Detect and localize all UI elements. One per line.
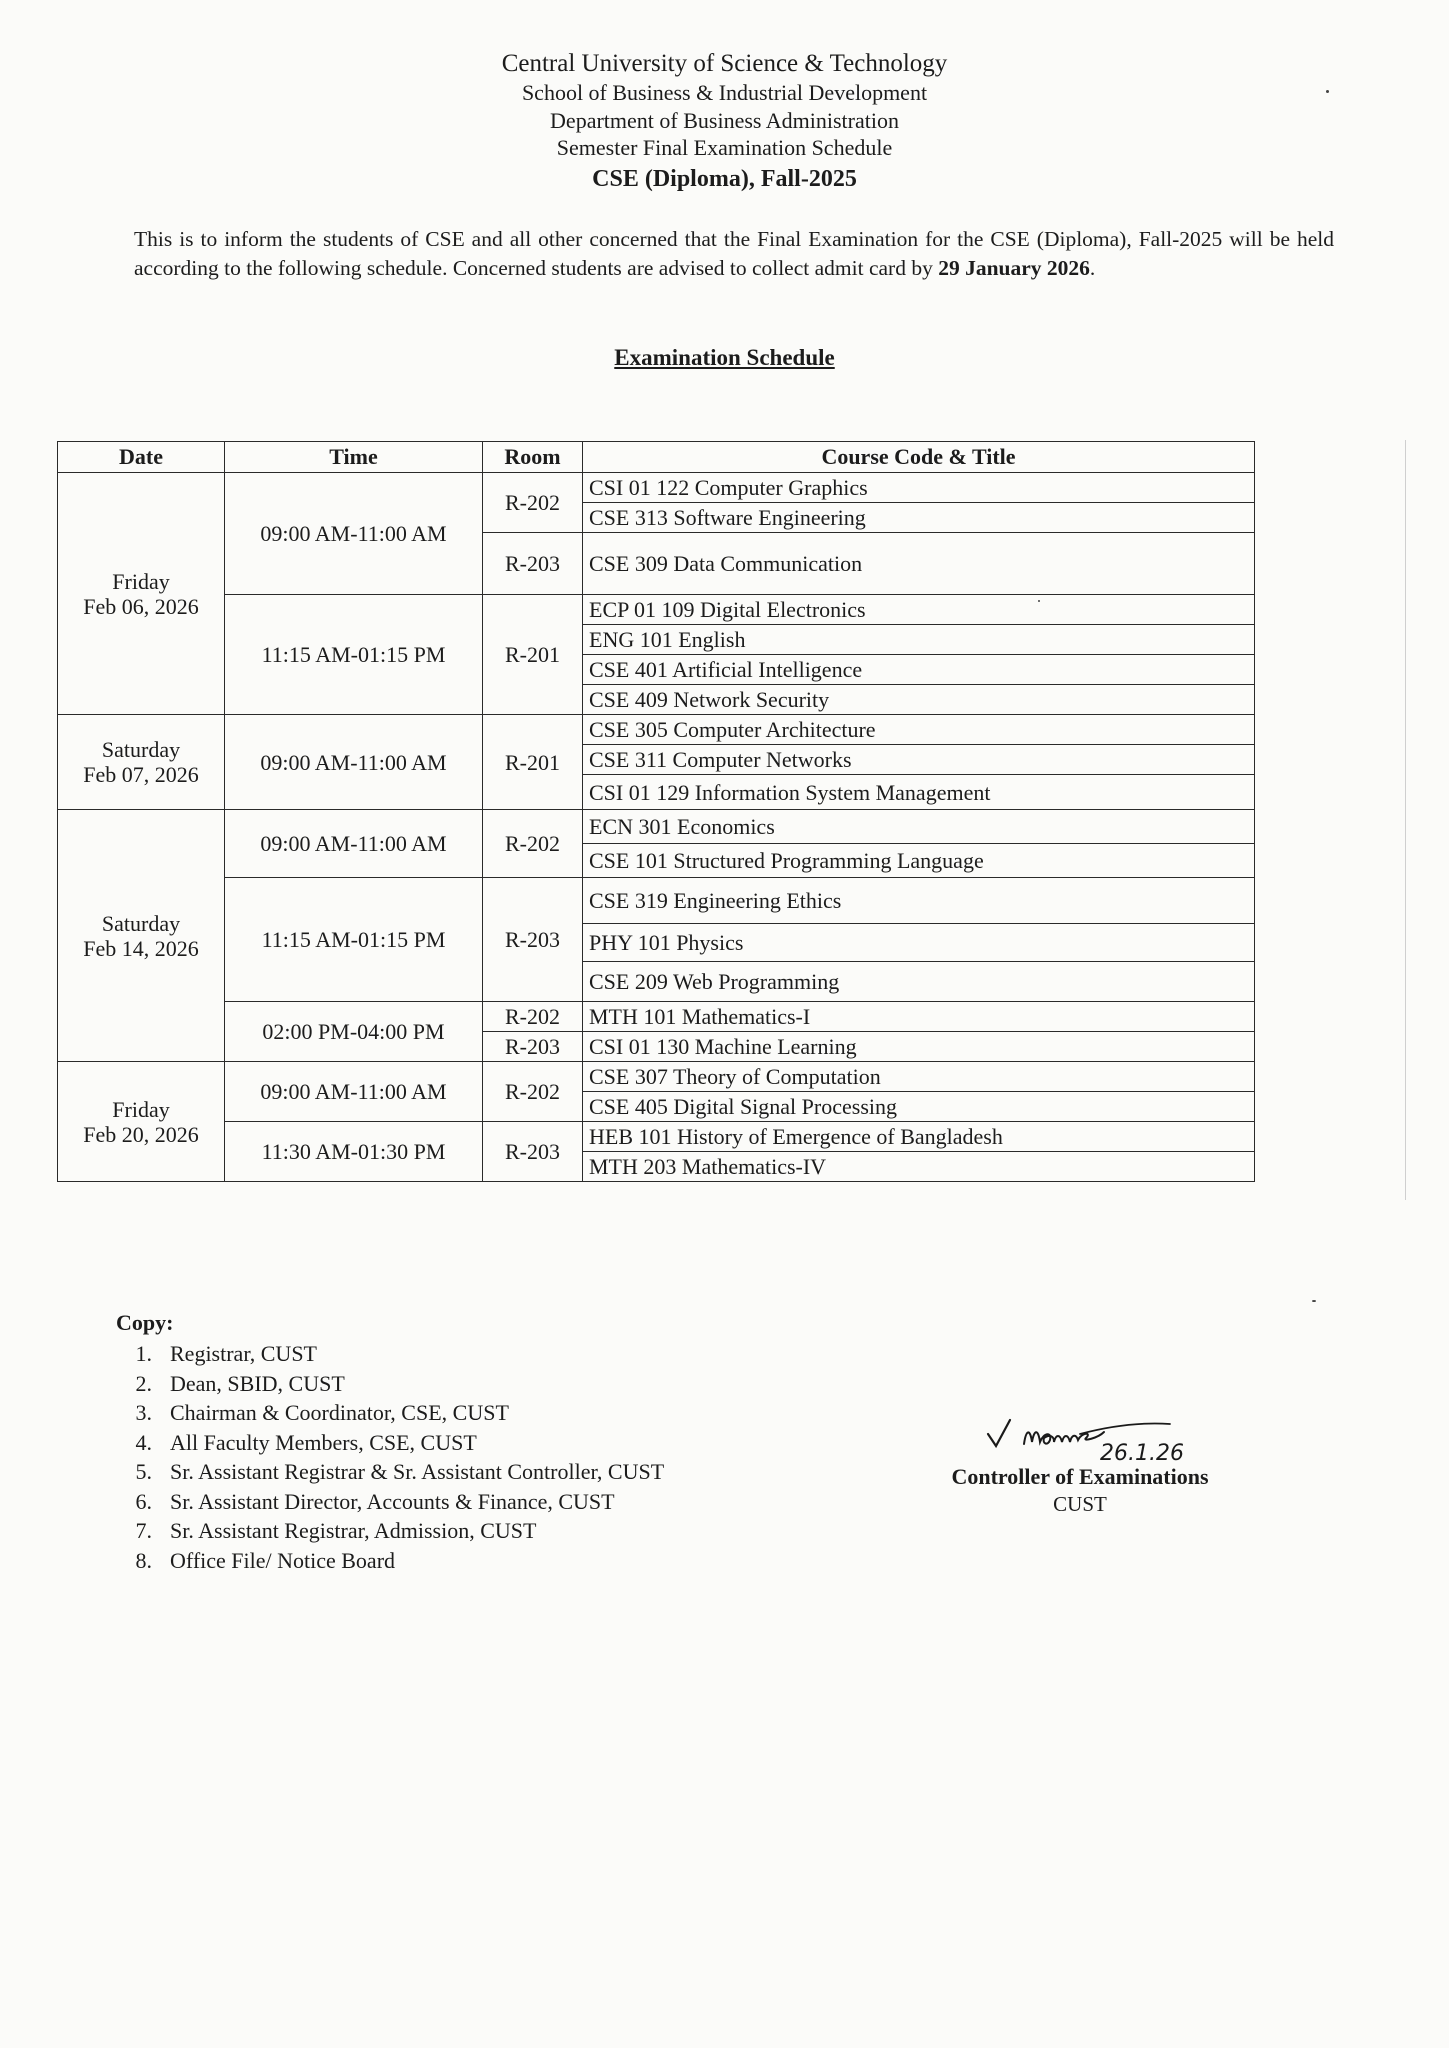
recipient: Dean, SBID, CUST <box>170 1370 345 1396</box>
scan-edge-line <box>1405 440 1406 1200</box>
course-cell: CSE 307 Theory of Computation <box>583 1062 1255 1092</box>
recipient: Office File/ Notice Board <box>170 1547 396 1573</box>
course-cell: CSE 409 Network Security <box>583 685 1255 715</box>
notice-type: Semester Final Examination Schedule <box>556 135 893 161</box>
course-cell: CSE 401 Artificial Intelligence <box>583 655 1255 685</box>
date-day: Saturday <box>101 737 181 762</box>
notice-header <box>0 48 1449 194</box>
course-cell: CSE 319 Engineering Ethics <box>583 878 1255 924</box>
intro-paragraph <box>134 225 1334 283</box>
signature-block <box>900 1410 1260 1518</box>
list-item <box>116 1428 664 1458</box>
table-row <box>58 878 1255 924</box>
room-cell: R-203 <box>483 878 583 1002</box>
list-item <box>116 1457 664 1487</box>
copy-to-list <box>116 1310 664 1575</box>
room-cell: R-203 <box>483 1032 583 1062</box>
room-cell: R-202 <box>483 810 583 878</box>
time-cell: 09:00 AM-11:00 AM <box>225 1062 483 1122</box>
table-row <box>58 595 1255 625</box>
room-cell: R-203 <box>483 533 583 595</box>
intro-end: . <box>1089 256 1096 280</box>
course-cell: CSE 313 Software Engineering <box>583 503 1255 533</box>
list-item <box>116 1516 664 1546</box>
date-value: Feb 14, 2026 <box>83 935 199 961</box>
room-cell: R-201 <box>483 595 583 715</box>
date-value: Feb 20, 2026 <box>83 1121 199 1147</box>
course-cell: CSE 405 Digital Signal Processing <box>583 1092 1255 1122</box>
program-title: CSE (Diploma), Fall-2025 <box>592 165 857 192</box>
recipient: Chairman & Coordinator, CSE, CUST <box>170 1400 509 1425</box>
table-row <box>58 1002 1255 1032</box>
date-cell <box>58 810 225 1062</box>
header-course: Course Code & Title <box>583 442 1255 473</box>
time-cell: 11:15 AM-01:15 PM <box>225 595 483 715</box>
school-name: School of Business & Industrial Development <box>521 80 928 106</box>
room-cell: R-202 <box>483 473 583 533</box>
recipient: Sr. Assistant Registrar & Sr. Assistant Controller, CUST <box>170 1459 665 1484</box>
list-number: 8. <box>135 1547 152 1573</box>
admit-card-deadline: 29 January 2026 <box>938 256 1090 280</box>
course-cell: CSE 305 Computer Architecture <box>583 715 1255 745</box>
table-row <box>58 473 1255 503</box>
list-item <box>116 1487 664 1517</box>
list-item <box>116 1546 664 1576</box>
recipient: Sr. Assistant Director, Accounts & Finance, CUST <box>170 1488 615 1514</box>
course-cell: HEB 101 History of Emergence of Bangladesh <box>583 1122 1255 1152</box>
date-cell <box>58 473 225 715</box>
date-cell <box>58 715 225 810</box>
date-value: Feb 07, 2026 <box>83 762 199 787</box>
list-item <box>116 1339 664 1369</box>
header-date: Date <box>58 442 225 473</box>
list-item <box>116 1398 664 1428</box>
course-cell: MTH 101 Mathematics-I <box>583 1002 1255 1032</box>
list-number: 7. <box>135 1518 152 1543</box>
time-cell: 02:00 PM-04:00 PM <box>225 1002 483 1062</box>
header-time: Time <box>225 442 483 473</box>
schedule-title: Examination Schedule <box>614 345 835 370</box>
date-day: Saturday <box>101 910 181 936</box>
course-cell: CSE 101 Structured Programming Language <box>583 844 1255 878</box>
room-cell: R-202 <box>483 1002 583 1032</box>
course-cell: ECN 301 Economics <box>583 810 1255 844</box>
list-item <box>116 1369 664 1399</box>
date-value: Feb 06, 2026 <box>83 593 199 619</box>
room-cell: R-203 <box>483 1122 583 1182</box>
department-name: Department of Business Administration <box>550 107 899 133</box>
recipient: All Faculty Members, CSE, CUST <box>170 1429 477 1455</box>
scan-speck <box>1312 1300 1316 1302</box>
room-cell: R-202 <box>483 1062 583 1122</box>
exam-schedule-table <box>57 441 1255 1182</box>
recipient: Registrar, CUST <box>170 1341 317 1366</box>
table-header-row <box>58 442 1255 473</box>
scan-speck <box>1326 90 1329 93</box>
table-row <box>58 715 1255 745</box>
date-day: Friday <box>112 1096 170 1122</box>
time-cell: 09:00 AM-11:00 AM <box>225 473 483 595</box>
course-cell: ENG 101 English <box>583 625 1255 655</box>
university-name: Central University of Science & Technology <box>501 50 948 77</box>
signatory-org: CUST <box>1053 1492 1107 1516</box>
intro-text: This is to inform the students of CSE and all other concerned that the Final Examination for the CSE (Diploma), Fall-2025 will be held according to the following schedule. Concerned students are advised to collect admit card by <box>134 227 1334 280</box>
course-cell: CSE 309 Data Communication <box>583 533 1255 595</box>
date-cell <box>58 1062 225 1182</box>
list-number: 4. <box>135 1429 152 1455</box>
course-cell: CSI 01 129 Information System Management <box>583 775 1255 810</box>
recipient: Sr. Assistant Registrar, Admission, CUST <box>170 1518 537 1543</box>
course-cell: PHY 101 Physics <box>583 924 1255 962</box>
copy-label: Copy: <box>116 1310 174 1335</box>
time-cell: 09:00 AM-11:00 AM <box>225 810 483 878</box>
course-cell: ECP 01 109 Digital Electronics <box>583 595 1255 625</box>
handwritten-signature <box>980 1410 1220 1470</box>
copy-recipients <box>116 1339 664 1575</box>
signatory-title: Controller of Examinations <box>951 1464 1209 1489</box>
date-day: Friday <box>112 568 170 594</box>
time-cell: 11:30 AM-01:30 PM <box>225 1122 483 1182</box>
list-number: 1. <box>135 1341 152 1366</box>
course-cell: CSE 209 Web Programming <box>583 962 1255 1002</box>
header-room: Room <box>483 442 583 473</box>
signature-date: 26.1.26 <box>1100 1441 1184 1466</box>
room-cell: R-201 <box>483 715 583 810</box>
table-row <box>58 1062 1255 1092</box>
time-cell: 11:15 AM-01:15 PM <box>225 878 483 1002</box>
list-number: 6. <box>135 1488 152 1514</box>
course-cell: MTH 203 Mathematics-IV <box>583 1152 1255 1182</box>
table-row <box>58 810 1255 844</box>
course-cell: CSE 311 Computer Networks <box>583 745 1255 775</box>
scan-speck <box>1038 600 1040 602</box>
time-cell: 09:00 AM-11:00 AM <box>225 715 483 810</box>
table-row <box>58 1122 1255 1152</box>
list-number: 2. <box>135 1370 152 1396</box>
list-number: 3. <box>135 1400 152 1425</box>
list-number: 5. <box>135 1459 152 1484</box>
course-cell: CSI 01 130 Machine Learning <box>583 1032 1255 1062</box>
course-cell: CSI 01 122 Computer Graphics <box>583 473 1255 503</box>
